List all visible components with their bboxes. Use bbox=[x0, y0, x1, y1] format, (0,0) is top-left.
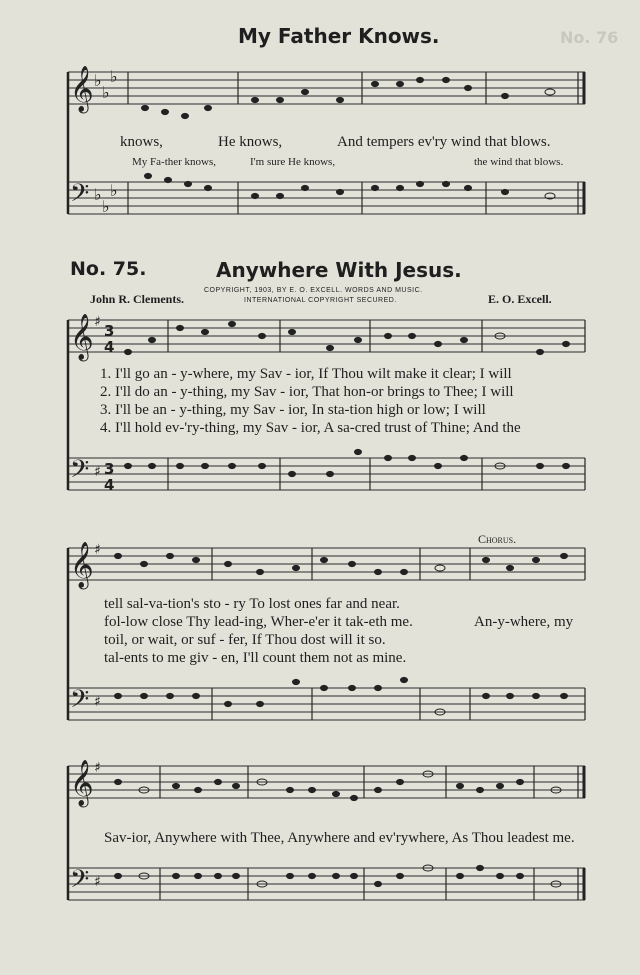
chorus-line: Sav-ior, Anywhere with Thee, Anywhere and ev'rywhere, As Thou leadest me. bbox=[104, 830, 575, 846]
flat-sign-icon: ♭ bbox=[94, 185, 102, 204]
prev-lyric-1: knows, bbox=[120, 134, 163, 150]
hymn-title: Anywhere With Jesus. bbox=[216, 258, 462, 282]
chorus-label: Chorus. bbox=[478, 532, 517, 546]
staff-system-1-bass bbox=[68, 182, 585, 214]
prev-lyric-3: And tempers ev'ry wind that blows. bbox=[337, 134, 551, 150]
treble-clef-icon: 𝄞 bbox=[70, 66, 94, 112]
prev-echo-2: I'm sure He knows, bbox=[250, 156, 336, 168]
corner-mark: No. 76 bbox=[560, 28, 619, 47]
flat-sign-icon: ♭ bbox=[102, 83, 110, 102]
staff-system-1-treble bbox=[68, 72, 585, 104]
time-signature-bottom: 4 bbox=[104, 338, 115, 356]
prev-echo-1: My Fa-ther knows, bbox=[132, 156, 217, 168]
sharp-sign-icon: ♯ bbox=[94, 464, 101, 480]
end-bars bbox=[578, 72, 585, 900]
sharp-sign-icon: ♯ bbox=[94, 542, 101, 558]
chorus-start: An-y-where, my bbox=[474, 614, 574, 630]
copyright-line-1: COPYRIGHT, 1903, BY E. O. EXCELL. WORDS AND MUSIC. bbox=[204, 287, 423, 294]
bass-clef-icon: 𝄢 bbox=[70, 865, 90, 900]
verse-1-line-2: tell sal-va-tion's sto - ry To lost ones far and near. bbox=[104, 596, 400, 612]
time-signature-bottom: 4 bbox=[104, 476, 115, 494]
time-signature-top: 3 bbox=[104, 460, 115, 478]
flat-sign-icon: ♭ bbox=[110, 67, 118, 86]
composer: E. O. Excell. bbox=[488, 292, 552, 306]
treble-clef-icon: 𝄞 bbox=[70, 760, 94, 806]
sharp-sign-icon: ♯ bbox=[94, 694, 101, 710]
bass-clef-icon: 𝄢 bbox=[70, 179, 90, 214]
verse-2-line-2: fol-low close Thy lead-ing, Wher-e'er it tak-eth me. bbox=[104, 614, 413, 630]
prev-echo-3: the wind that blows. bbox=[474, 156, 564, 168]
verse-3-line-2: toil, or wait, or suf - fer, If Thou dost will it so. bbox=[104, 632, 386, 648]
sharp-sign-icon: ♯ bbox=[94, 874, 101, 890]
prev-lyric-2: He knows, bbox=[218, 134, 283, 150]
time-signature-top: 3 bbox=[104, 322, 115, 340]
flat-sign-icon: ♭ bbox=[110, 181, 118, 200]
flat-sign-icon: ♭ bbox=[94, 71, 102, 90]
flat-sign-icon: ♭ bbox=[102, 197, 110, 216]
bass-clef-icon: 𝄢 bbox=[70, 455, 90, 490]
verse-2-line-1: 2. I'll do an - y-thing, my Sav - ior, That hon-or brings to Thee; I will bbox=[100, 384, 514, 400]
author: John R. Clements. bbox=[90, 292, 185, 306]
sharp-sign-icon: ♯ bbox=[94, 314, 101, 330]
treble-clef-icon: 𝄞 bbox=[70, 314, 94, 360]
hymn-number: No. 75. bbox=[70, 258, 147, 280]
staff-system-3-bass bbox=[68, 688, 585, 720]
copyright-line-2: INTERNATIONAL COPYRIGHT SECURED. bbox=[244, 297, 397, 304]
verse-4-line-1: 4. I'll hold ev-'ry-thing, my Sav - ior, A sa-cred trust of Thine; And the bbox=[100, 420, 521, 436]
prev-hymn-title: My Father Knows. bbox=[238, 24, 440, 48]
bar-lines bbox=[128, 72, 534, 900]
verse-3-line-1: 3. I'll be an - y-thing, my Sav - ior, In sta-tion high or low; I will bbox=[100, 402, 486, 418]
verse-1-line-1: 1. I'll go an - y-where, my Sav - ior, If Thou wilt make it clear; I will bbox=[100, 366, 512, 382]
sharp-sign-icon: ♯ bbox=[94, 760, 101, 776]
verse-4-line-2: tal-ents to me giv - en, I'll count them not as mine. bbox=[104, 650, 407, 666]
bass-clef-icon: 𝄢 bbox=[70, 685, 90, 720]
treble-clef-icon: 𝄞 bbox=[70, 542, 94, 588]
